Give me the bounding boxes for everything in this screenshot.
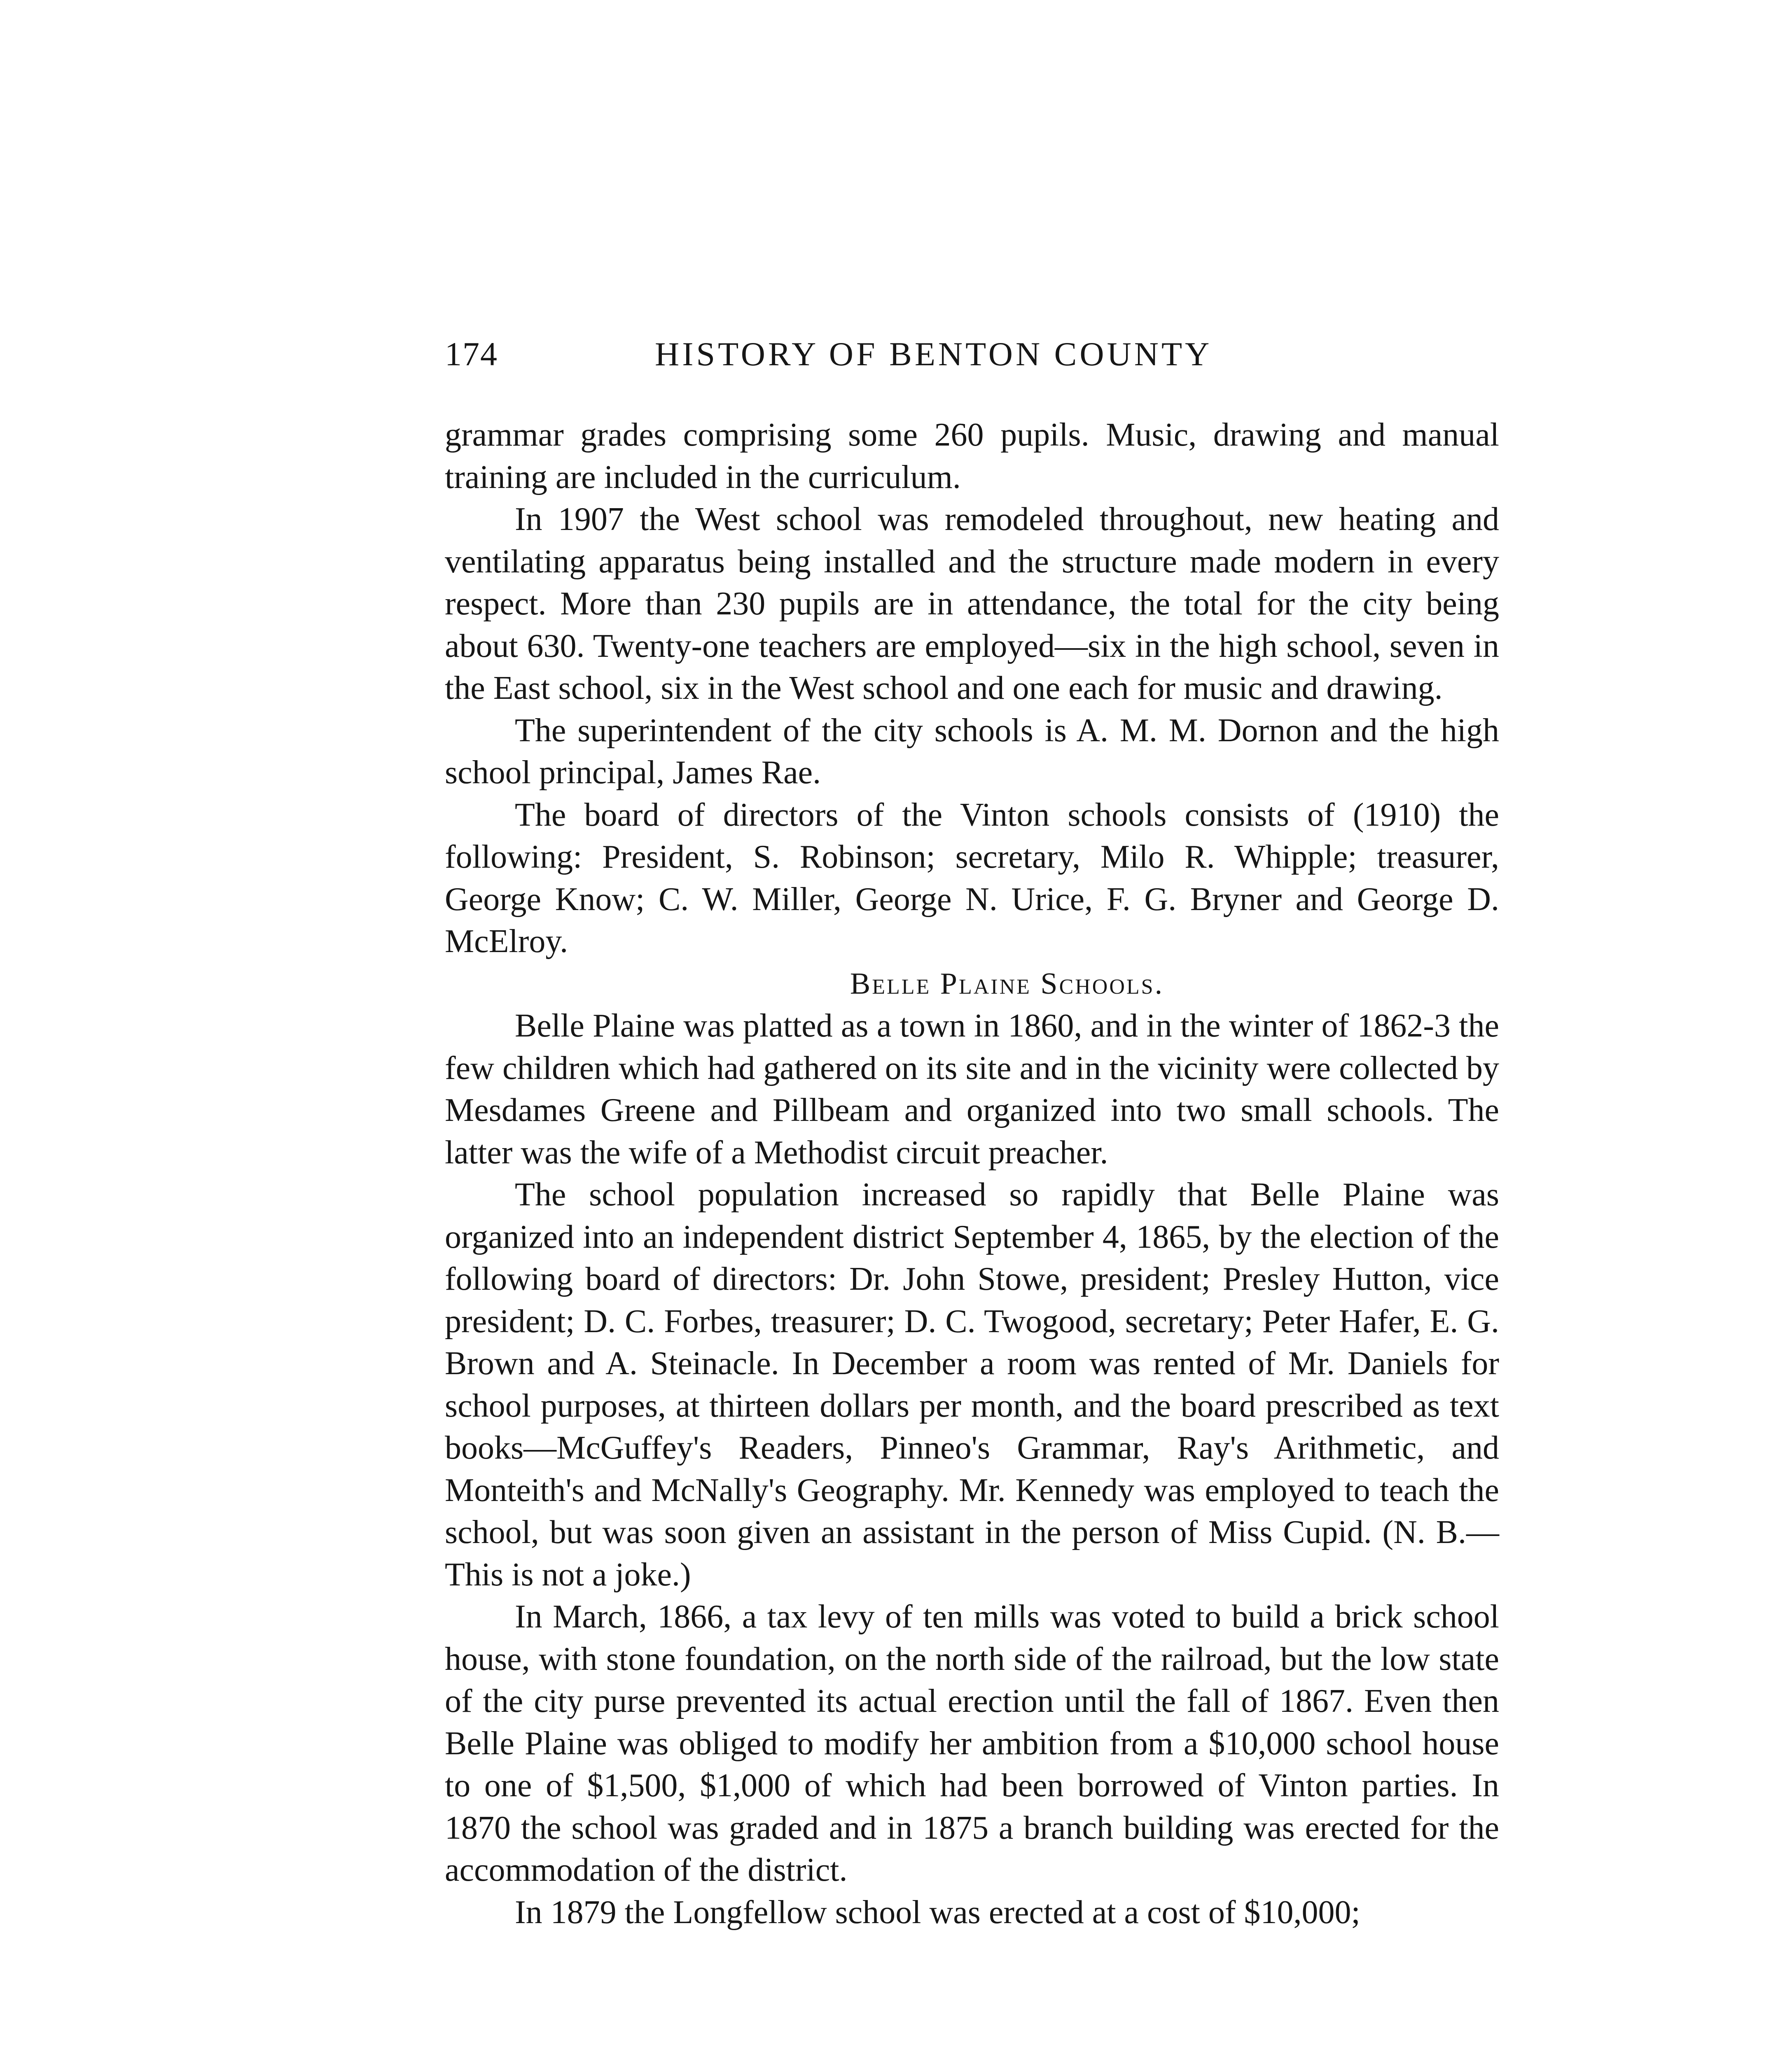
page-number: 174	[445, 335, 498, 373]
paragraph: The board of directors of the Vinton schools consists of (1910) the following: President, S. Robinson; secretary, Milo R. Whipple; treasurer, George Know; C. W. Miller, George N. Urice, F. G. Bryner and George D. McElroy.	[445, 796, 1499, 959]
section-heading: Belle Plaine Schools.	[850, 966, 1164, 1001]
paragraph: In 1879 the Longfellow school was erected at a cost of $10,000;	[515, 1894, 1360, 1931]
paragraph: The school population increased so rapidly that Belle Plaine was organized into an independent district September 4, 1865, by the election of the following board of directors: Dr. John Stowe, president; Presley Hutton, vice president; D. C. Forbes, treasurer; D. C. Twogood, secretary; Peter Hafer, E. G. Brown and A. Steinacle. In December a room was rented of Mr. Daniels for school purposes, at thirteen dollars per month, and the board prescribed as text books—McGuffey's Readers, Pinneo's Grammar, Ray's Arithmetic, and Monteith's and McNally's Geography. Mr. Kennedy was employed to teach the school, but was soon given an assistant in the person of Miss Cupid. (N. B.—This is not a joke.)	[445, 1177, 1499, 1593]
paragraph: Belle Plaine was platted as a town in 1860, and in the winter of 1862-3 the few children which had gathered on its site and in the vicinity were collected by Mesdames Greene and Pillbeam and organized into two small schools. The latter was the wife of a Methodist circuit preacher.	[445, 1008, 1499, 1171]
body-text	[445, 414, 1499, 1933]
paragraph: The superintendent of the city schools is A. M. M. Dornon and the high school principal, James Rae.	[445, 712, 1499, 791]
paragraph: grammar grades comprising some 260 pupils. Music, drawing and manual training are included in the curriculum.	[445, 417, 1499, 495]
running-title: HISTORY OF BENTON COUNTY	[655, 335, 1213, 373]
paragraph: In March, 1866, a tax levy of ten mills was voted to build a brick school house, with stone foundation, on the north side of the railroad, but the low state of the city purse prevented its actual erection until the fall of 1867. Even then Belle Plaine was obliged to modify her ambition from a $10,000 school house to one of $1,500, $1,000 of which had been borrowed of Vinton parties. In 1870 the school was graded and in 1875 a branch building was erected for the accommodation of the district.	[445, 1599, 1499, 1888]
paragraph: In 1907 the West school was remodeled throughout, new heating and ventilating apparatus being installed and the structure made modern in every respect. More than 230 pupils are in attendance, the total for the city being about 630. Twenty-one teachers are employed—six in the high school, seven in the East school, six in the West school and one each for music and drawing.	[445, 501, 1499, 706]
running-head	[445, 329, 1499, 379]
